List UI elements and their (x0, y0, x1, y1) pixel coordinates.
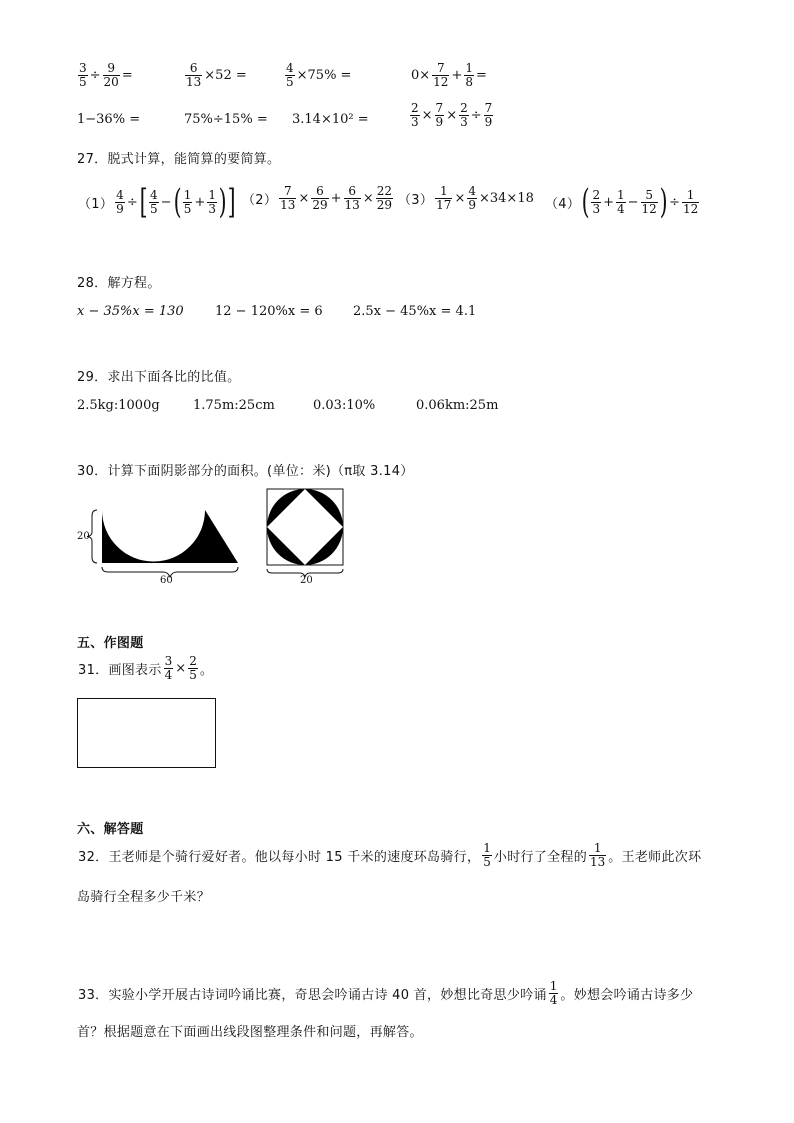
expression-tail: ×75% = (296, 68, 352, 83)
q27-part-1 (77, 182, 237, 222)
question-text: 31．画图表示 (78, 663, 162, 678)
denominator: 3 (592, 201, 601, 216)
calc-expression-3 (284, 62, 352, 89)
ratio-3: 0.03:10% (313, 398, 376, 413)
operator: ÷ (89, 68, 101, 83)
right-paren: ) (218, 182, 227, 222)
left-bracket: [ (139, 182, 148, 222)
denominator: 4 (164, 668, 173, 682)
denominator: 9 (484, 115, 493, 129)
calc-expression-7: 3.14×10² = (292, 112, 369, 127)
calc-expression-2 (184, 62, 248, 89)
expression-tail: ×34×18 (479, 191, 534, 206)
numerator: 6 (185, 62, 202, 76)
operator: × (175, 661, 187, 676)
operator: × (362, 191, 374, 206)
denominator: 5 (286, 75, 294, 89)
section-title-drawing: 五、作图题 (77, 636, 144, 651)
part-label: （4） (545, 196, 581, 212)
denominator: 29 (376, 198, 393, 212)
numerator: 3 (79, 61, 87, 75)
question-31 (77, 655, 214, 682)
numerator: 2 (592, 187, 601, 202)
numerator: 2 (460, 101, 468, 115)
numerator: 2 (411, 101, 419, 115)
denominator: 13 (186, 75, 202, 89)
denominator: 5 (189, 668, 197, 682)
right-bracket: ] (227, 182, 236, 222)
left-paren: ( (581, 182, 590, 222)
denominator: 5 (183, 201, 192, 216)
numerator: 7 (484, 101, 493, 115)
right-paren: ) (659, 182, 668, 222)
denominator: 13 (280, 198, 296, 212)
operator: ÷ (669, 194, 680, 210)
denominator: 12 (641, 201, 657, 216)
operator: × (446, 108, 458, 123)
numerator: 3 (164, 654, 173, 668)
question-29-title: 29．求出下面各比的比值。 (77, 370, 241, 385)
numerator: 4 (468, 184, 476, 198)
numerator: 9 (103, 62, 120, 76)
denominator: 13 (590, 855, 606, 869)
operator: ÷ (470, 108, 482, 123)
denominator: 4 (616, 201, 625, 216)
numerator: 1 (589, 842, 606, 856)
part-label: （1） (78, 196, 114, 212)
numerator: 1 (549, 979, 558, 993)
q27-part-2 (241, 185, 394, 212)
question-text: 32．王老师是个骑行爱好者。他以每小时 15 千米的速度环岛骑行， (78, 850, 481, 865)
numerator: 4 (149, 187, 158, 202)
denominator: 5 (149, 201, 158, 216)
denominator: 3 (460, 115, 468, 129)
denominator: 5 (483, 855, 491, 869)
operator: × (421, 108, 433, 123)
numerator: 6 (311, 185, 328, 199)
denominator: 12 (682, 201, 699, 216)
equation-3: 2.5x − 45%x = 4.1 (353, 304, 477, 319)
question-30-title: 30．计算下面阴影部分的面积。(单位：米)（π取 3.14） (77, 464, 414, 479)
question-32-line-2: 岛骑行全程多少千米？ (77, 890, 211, 905)
drawing-answer-box[interactable] (77, 698, 216, 768)
question-text: 。王老师此次环 (608, 850, 702, 865)
question-33-line-1 (77, 980, 694, 1007)
denominator: 13 (344, 198, 360, 212)
numerator: 6 (344, 185, 361, 199)
numerator: 4 (116, 187, 124, 202)
numerator: 1 (483, 841, 491, 855)
shaded-trapezoid-figure (75, 484, 245, 588)
question-text: 33．实验小学开展古诗词吟诵比赛，奇思会吟诵古诗 40 首，妙想比奇思少吟诵 (78, 988, 547, 1003)
question-text: 。妙想会吟诵古诗多少 (560, 988, 694, 1003)
part-label: （3） (398, 193, 434, 208)
question-text: 。 (199, 663, 214, 678)
equals: = (476, 68, 487, 83)
expression-head: 0× (411, 68, 431, 83)
denominator: 9 (435, 115, 444, 129)
operator: × (454, 191, 466, 206)
section-title-answer: 六、解答题 (77, 822, 144, 837)
question-28-title: 28．解方程。 (77, 276, 161, 291)
question-32-line-1 (77, 842, 702, 869)
numerator: 4 (286, 61, 294, 75)
denominator: 4 (549, 993, 558, 1007)
denominator: 3 (208, 201, 216, 216)
calc-expression-4 (410, 62, 488, 89)
operator: × (298, 191, 310, 206)
question-27-title: 27．脱式计算，能简算的要简算。 (77, 152, 281, 167)
question-text: 小时行了全程的 (493, 850, 587, 865)
numerator: 7 (432, 62, 449, 76)
denominator: 9 (468, 198, 476, 212)
calc-expression-1 (77, 62, 134, 89)
left-paren: ( (173, 182, 182, 222)
ratio-2: 1.75m:25cm (193, 398, 275, 413)
denominator: 9 (116, 201, 124, 216)
part-label: （2） (242, 193, 278, 208)
numerator: 5 (641, 189, 658, 203)
numerator: 7 (279, 185, 296, 199)
operator: + (194, 194, 206, 210)
height-label: 20 (77, 531, 90, 542)
denominator: 17 (436, 198, 452, 212)
equation-2: 12 − 120%x = 6 (215, 304, 323, 319)
numerator: 22 (376, 184, 393, 198)
q27-part-4 (544, 182, 700, 222)
ratio-1: 2.5kg:1000g (77, 398, 160, 413)
operator: ÷ (126, 194, 138, 210)
shaded-square-circle-figure (262, 486, 352, 586)
expression-tail: ×52 = (204, 68, 247, 83)
operator: − (627, 194, 639, 210)
denominator: 5 (79, 75, 87, 89)
operator: − (160, 194, 172, 210)
numerator: 1 (465, 61, 473, 75)
operator: + (451, 68, 463, 83)
question-33-line-2: 首？根据题意在下面画出线段图整理条件和问题，再解答。 (77, 1025, 423, 1040)
denominator: 8 (465, 75, 473, 89)
denominator: 20 (103, 75, 119, 89)
calc-expression-8 (409, 102, 494, 129)
numerator: 1 (208, 187, 216, 202)
denominator: 29 (312, 198, 328, 212)
ratio-4: 0.06km:25m (416, 398, 499, 413)
numerator: 2 (189, 654, 197, 668)
calc-expression-6: 75%÷15% = (184, 112, 268, 127)
denominator: 3 (411, 115, 419, 129)
q27-part-3 (397, 185, 535, 212)
operator: + (603, 194, 614, 210)
numerator: 7 (435, 101, 444, 115)
numerator: 1 (682, 189, 699, 203)
numerator: 1 (616, 187, 625, 202)
numerator: 1 (183, 187, 192, 202)
numerator: 1 (435, 185, 452, 199)
denominator: 12 (433, 75, 449, 89)
calc-expression-5: 1−36% = (77, 112, 141, 127)
equals: = (121, 68, 133, 83)
side-label: 20 (300, 575, 313, 586)
equation-1: x − 35%x = 130 (77, 304, 184, 319)
width-label: 60 (160, 575, 173, 586)
operator: + (330, 191, 342, 206)
